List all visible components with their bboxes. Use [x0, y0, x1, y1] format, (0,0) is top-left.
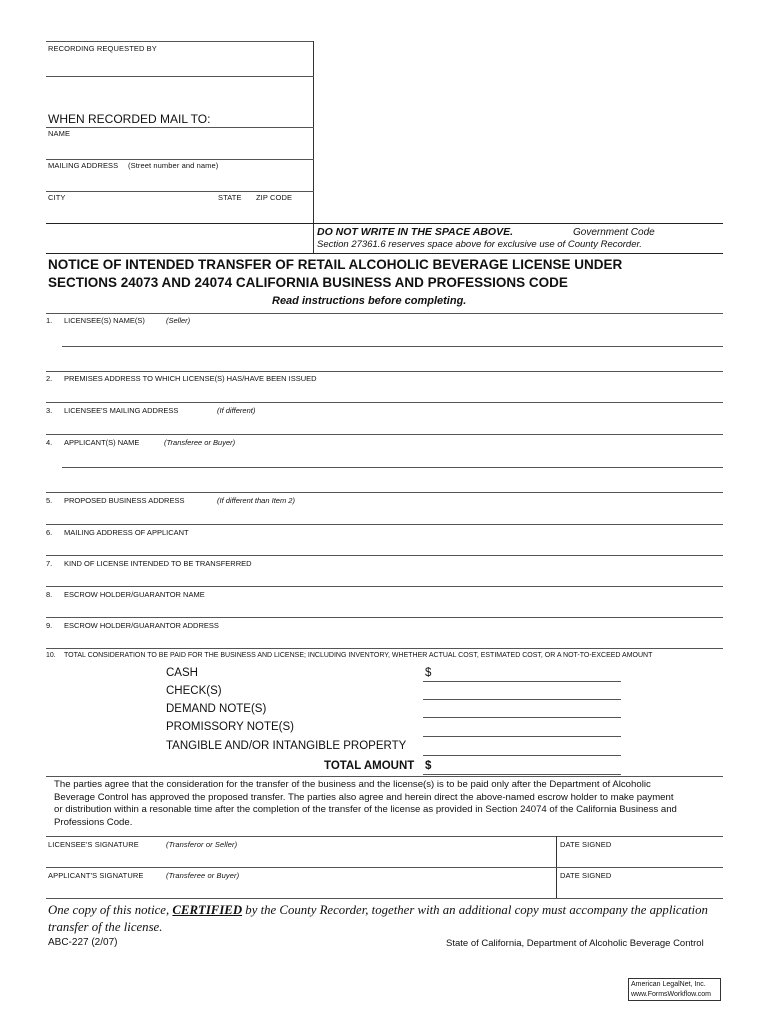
field-escrow-holder-name [46, 590, 205, 599]
field-number: 7. [46, 559, 53, 568]
copy-notice-part2: by the County Recorder, together with an additional copy must accompany the application [242, 903, 708, 917]
property-label: TANGIBLE AND/OR INTANGIBLE PROPERTY [166, 740, 407, 752]
agreement-line: Professions Code. [54, 816, 133, 828]
field-label: APPLICANT(S) NAME [64, 438, 140, 447]
licensee-signature-rule [46, 867, 723, 868]
field-label: PROPOSED BUSINESS ADDRESS [64, 496, 185, 505]
agreement-line: Beverage Control has approved the proposed transfer. The parties also agree and herein direct the above-named escrow holder to make payment [54, 791, 674, 803]
field-applicant-mailing-address [46, 528, 189, 537]
field-number: 1. [46, 316, 53, 325]
field-label: ESCROW HOLDER/GUARANTOR ADDRESS [64, 621, 219, 630]
field-number: 5. [46, 496, 53, 505]
field4-rule [46, 492, 723, 493]
field-label: KIND OF LICENSE INTENDED TO BE TRANSFERRED [64, 559, 252, 568]
licensee-signature-label: LICENSEE'S SIGNATURE [48, 840, 139, 849]
mailing-address-label: MAILING ADDRESS [48, 161, 119, 170]
field-label: MAILING ADDRESS OF APPLICANT [64, 528, 189, 537]
field-licensee-names [46, 316, 191, 325]
applicant-signature-label: APPLICANT'S SIGNATURE [48, 871, 144, 880]
section-note: Section 27361.6 reserves space above for exclusive use of County Recorder. [317, 239, 642, 250]
mailing-address-note: (Street number and name) [128, 161, 219, 170]
field1-rule [46, 371, 723, 372]
promissory-notes-label: PROMISSORY NOTE(S) [166, 721, 295, 733]
state-label: STATE [218, 193, 242, 202]
applicant-signature-field[interactable] [46, 881, 556, 898]
copy-notice-line2: transfer of the license. [48, 920, 163, 934]
demand-notes-label: DEMAND NOTE(S) [166, 703, 267, 715]
title-top-rule [46, 253, 723, 254]
copy-notice-part1: One copy of this notice, [48, 903, 173, 917]
field-number: 10. [46, 652, 56, 659]
field-label: LICENSEE(S) NAME(S) [64, 316, 145, 325]
city-label: CITY [48, 193, 66, 202]
recorder-space-rule [46, 223, 723, 224]
field9-rule [46, 648, 723, 649]
applicant-date-signed-label: DATE SIGNED [560, 871, 612, 880]
field-applicant-names [46, 438, 236, 447]
applicant-date-field[interactable] [557, 881, 723, 898]
field-label: LICENSEE'S MAILING ADDRESS [64, 406, 179, 415]
licensee-date-field[interactable] [557, 850, 723, 867]
recording-requested-label: RECORDING REQUESTED BY [48, 44, 157, 53]
government-code-label: Government Code [573, 227, 655, 238]
field-licensee-mailing-address [46, 406, 256, 415]
applicant-signature-rule [46, 898, 723, 899]
field-number: 6. [46, 528, 53, 537]
cash-dollar-sign: $ [425, 667, 432, 679]
field-number: 9. [46, 621, 53, 630]
field6-rule [46, 555, 723, 556]
zip-label: ZIP CODE [256, 193, 293, 202]
consideration-rule [46, 776, 723, 777]
field8-rule [46, 617, 723, 618]
agreement-text [54, 779, 677, 829]
agency-name: State of California, Department of Alcoholic Beverage Control [446, 938, 704, 949]
applicant-name-line[interactable] [62, 467, 723, 468]
recording-rule [46, 76, 314, 77]
publisher-url: www.FormsWorkflow.com [631, 990, 711, 998]
promissory-notes-amount-line[interactable] [423, 736, 621, 737]
field-note: (Seller) [166, 316, 191, 325]
field-number: 4. [46, 438, 53, 447]
name-rule [46, 159, 314, 160]
cash-label: CASH [166, 667, 198, 679]
cash-amount-line[interactable] [423, 681, 621, 682]
property-amount-line[interactable] [423, 755, 621, 756]
field-total-consideration [46, 652, 652, 659]
field-note: (If different than Item 2) [217, 496, 295, 505]
licensee-signature-field[interactable] [46, 850, 556, 867]
title-bottom-rule [46, 313, 723, 314]
publisher-box [628, 978, 721, 1001]
field5-rule [46, 524, 723, 525]
applicant-signature-note: (Transferee or Buyer) [166, 871, 240, 880]
field-number: 8. [46, 590, 53, 599]
licensee-signature-note: (Transferor or Seller) [166, 840, 238, 849]
certified-emphasis: CERTIFIED [172, 903, 243, 917]
field-premises-address [46, 374, 317, 383]
when-recorded-label: WHEN RECORDED MAIL TO: [48, 112, 211, 126]
field-label: PREMISES ADDRESS TO WHICH LICENSE(S) HAS/HAVE BEEN ISSUED [64, 374, 317, 383]
name-label: NAME [48, 129, 71, 138]
field2-rule [46, 402, 723, 403]
field-label: ESCROW HOLDER/GUARANTOR NAME [64, 590, 205, 599]
field-note: (If different) [217, 406, 256, 415]
field-proposed-business-address [46, 496, 295, 505]
publisher-name: American LegalNet, Inc. [631, 981, 706, 988]
checks-label: CHECK(S) [166, 685, 222, 697]
top-rule [46, 41, 314, 42]
do-not-write-notice: DO NOT WRITE IN THE SPACE ABOVE. [317, 226, 514, 238]
when-recorded-rule [46, 127, 314, 128]
field-label: TOTAL CONSIDERATION TO BE PAID FOR THE BUSINESS AND LICENSE; INCLUDING INVENTORY, WHETHER ACTUAL COST, ESTIMATED COST, OR A NOT-TO-EXCEED AMOUNT [64, 652, 653, 659]
field-note: (Transferee or Buyer) [164, 438, 236, 447]
licensee-date-signed-label: DATE SIGNED [560, 840, 612, 849]
total-amount-label: TOTAL AMOUNT [324, 760, 415, 772]
field-number: 2. [46, 374, 53, 383]
checks-amount-line[interactable] [423, 699, 621, 700]
form-id: ABC-227 (2/07) [48, 937, 118, 948]
field3-rule [46, 434, 723, 435]
field-number: 3. [46, 406, 53, 415]
agreement-line: or distribution within a resonable time after the completion of the transfer of the license as provided in Section 24074 of the California Business and [54, 804, 677, 816]
copy-notice [48, 902, 708, 936]
field7-rule [46, 586, 723, 587]
field-escrow-holder-address [46, 621, 219, 630]
form-title-line1: NOTICE OF INTENDED TRANSFER OF RETAIL ALCOHOLIC BEVERAGE LICENSE UNDER [48, 257, 623, 272]
agreement-rule [46, 836, 723, 837]
demand-notes-amount-line[interactable] [423, 717, 621, 718]
mailing-rule [46, 191, 314, 192]
form-title-line2: SECTIONS 24073 AND 24074 CALIFORNIA BUSINESS AND PROFESSIONS CODE [48, 275, 568, 290]
total-amount-line[interactable] [423, 774, 621, 775]
total-dollar-sign: $ [425, 760, 432, 772]
instructions-note: Read instructions before completing. [272, 295, 467, 307]
agreement-line: The parties agree that the consideration for the transfer of the business and the license(s) is to be paid only after the Department of Alcoholic [54, 779, 651, 790]
field-kind-of-license [46, 559, 252, 568]
licensee-name-line[interactable] [62, 346, 723, 347]
